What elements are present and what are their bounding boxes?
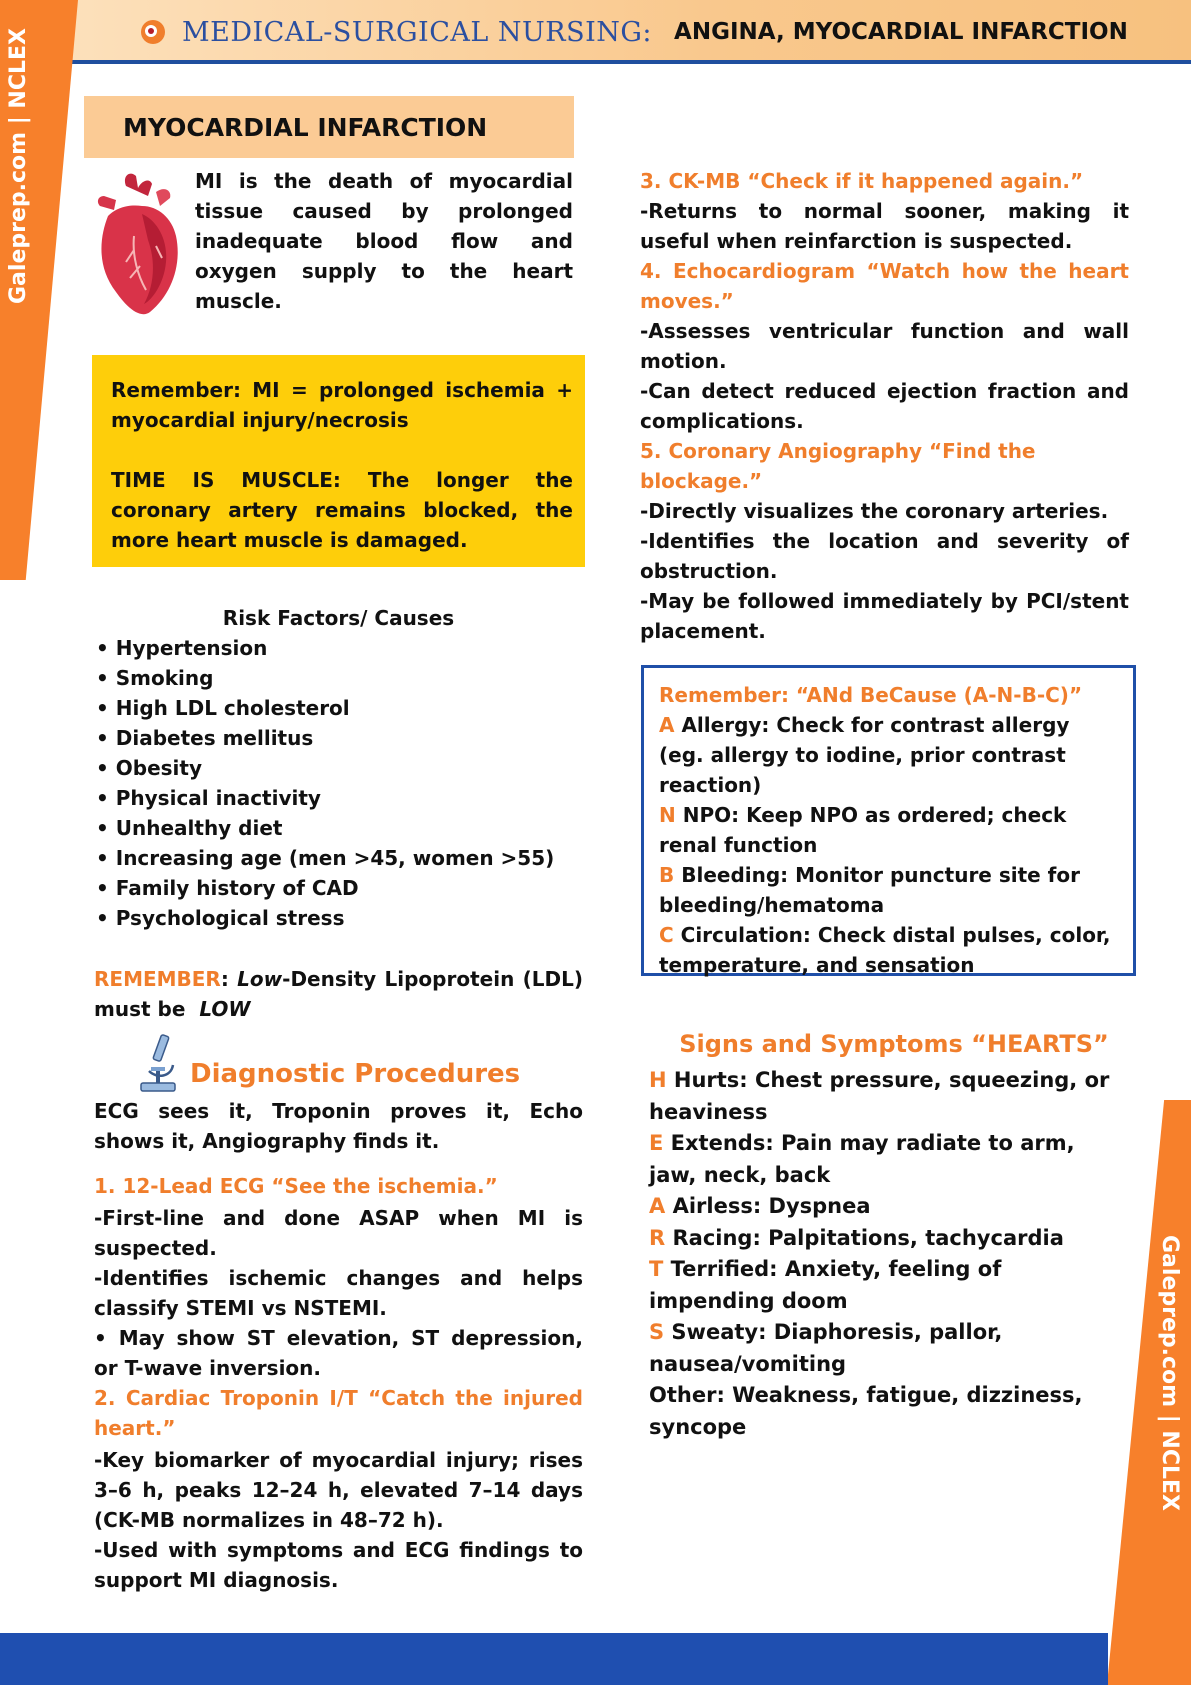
sign-text: Airless: Dyspnea	[665, 1194, 871, 1218]
list-item: • Hypertension	[96, 633, 554, 663]
ckmb-title: 3. CK-MB “Check if it happened again.”	[640, 169, 1084, 193]
sign-item	[649, 1254, 1129, 1317]
list-item: • Smoking	[96, 663, 554, 693]
diagnostics-left-column	[94, 1171, 583, 1595]
list-item: • Psychological stress	[96, 903, 554, 933]
list-item: • Family history of CAD	[96, 873, 554, 903]
list-item: • Unhealthy diet	[96, 813, 554, 843]
sign-text: Sweaty: Diaphoresis, pallor, nausea/vomiting	[649, 1320, 1003, 1376]
angiography-point: -Identifies the location and severity of obstruction.	[640, 529, 1129, 583]
risk-factors-heading: Risk Factors/ Causes	[222, 606, 455, 630]
sign-text: Extends: Pain may radiate to arm, jaw, neck, back	[649, 1131, 1075, 1187]
diagnostic-heading: Diagnostic Procedures	[190, 1059, 521, 1089]
sign-item	[649, 1223, 1129, 1255]
diagnostic-intro: ECG sees it, Troponin proves it, Echo shows it, Angiography finds it.	[94, 1099, 583, 1153]
sign-letter: T	[649, 1257, 664, 1281]
remember-ischemia: Remember: MI = prolonged ischemia + myocardial injury/necrosis	[111, 378, 573, 432]
anbc-text: Bleeding: Monitor puncture site for bleeding/hematoma	[659, 863, 1080, 917]
sign-text: Terrified: Anxiety, feeling of impending doom	[649, 1257, 1002, 1313]
angiography-title: 5. Coronary Angiography “Find the blockage.”	[640, 439, 1036, 493]
sign-letter: E	[649, 1131, 664, 1155]
list-item: • High LDL cholesterol	[96, 693, 554, 723]
side-label-right: Galeprep.com | NCLEX	[1157, 1235, 1183, 1511]
section-heading: MYOCARDIAL INFARCTION	[123, 112, 488, 142]
header-divider	[70, 60, 1191, 64]
sign-letter: R	[649, 1225, 666, 1250]
angiography-point: -Directly visualizes the coronary arteries.	[640, 499, 1109, 523]
list-item: • Diabetes mellitus	[96, 723, 554, 753]
microscope-icon	[137, 1031, 181, 1095]
section-heading-box	[84, 96, 574, 158]
ldl-remember-label: REMEMBER	[94, 967, 221, 991]
diagnostics-right-column	[640, 166, 1129, 646]
anbc-letter: A	[659, 713, 675, 737]
sign-letter: H	[649, 1068, 667, 1092]
brand-logo-icon	[140, 19, 166, 45]
risk-factors-list	[96, 633, 554, 933]
list-item: • Increasing age (men >45, women >55)	[96, 843, 554, 873]
page-title: MEDICAL-SURGICAL NURSING:	[182, 16, 653, 48]
signs-list	[649, 1065, 1129, 1443]
page-subtitle: ANGINA, MYOCARDIAL INFARCTION	[674, 19, 1128, 45]
time-is-muscle: TIME IS MUSCLE: The longer the coronary artery remains blocked, the more heart muscle is damaged.	[111, 468, 573, 552]
ldl-low-emphasis: LOW	[199, 997, 251, 1021]
ecg-point: • May show ST elevation, ST depression, or T-wave inversion.	[94, 1326, 583, 1380]
anbc-text: Allergy: Check for contrast allergy (eg. allergy to iodine, prior contrast reaction)	[659, 713, 1070, 797]
troponin-point: -Used with symptoms and ECG findings to support MI diagnosis.	[94, 1538, 583, 1592]
ecg-title: 1. 12-Lead ECG “See the ischemia.”	[94, 1174, 498, 1198]
list-item: • Physical inactivity	[96, 783, 554, 813]
ecg-point: -Identifies ischemic changes and helps classify STEMI vs NSTEMI.	[94, 1266, 583, 1320]
anbc-letter: N	[659, 803, 676, 827]
anbc-title: Remember: “ANd BeCause (A-N-B-C)”	[659, 683, 1083, 707]
remember-highlight-box	[92, 355, 585, 567]
other-symptoms: Other: Weakness, fatigue, dizziness, syncope	[649, 1383, 1083, 1439]
ldl-remember-note	[94, 964, 583, 1024]
heart-illustration-icon	[86, 166, 186, 326]
troponin-title: 2. Cardiac Troponin I/T “Catch the injured heart.”	[94, 1386, 583, 1440]
anbc-item	[659, 710, 1119, 800]
sign-text: Hurts: Chest pressure, squeezing, or heaviness	[649, 1068, 1110, 1124]
ldl-text: -Density Lipoprotein (LDL) must be	[94, 967, 584, 1021]
page-header	[140, 14, 1128, 50]
anbc-text: NPO: Keep NPO as ordered; check renal function	[659, 803, 1067, 857]
list-item: • Obesity	[96, 753, 554, 783]
ldl-low-word: Low	[237, 967, 283, 991]
sign-item	[649, 1128, 1129, 1191]
ldl-colon: :	[220, 967, 229, 991]
anbc-letter: C	[659, 923, 674, 947]
mi-definition: MI is the death of myocardial tissue caused by prolonged inadequate blood flow and oxygen supply to the heart muscle.	[195, 169, 573, 313]
echo-point: -Can detect reduced ejection fraction and complications.	[640, 379, 1129, 433]
anbc-reminder-box	[641, 665, 1136, 976]
sign-letter: S	[649, 1320, 665, 1344]
side-label-left: Galeprep.com | NCLEX	[5, 28, 31, 304]
sign-item	[649, 1191, 1129, 1223]
anbc-item	[659, 800, 1119, 860]
signs-heading: Signs and Symptoms “HEARTS”	[679, 1030, 1109, 1058]
anbc-letter: B	[659, 863, 675, 887]
anbc-item	[659, 920, 1119, 980]
angiography-point: -May be followed immediately by PCI/stent placement.	[640, 589, 1129, 643]
sign-item	[649, 1317, 1129, 1380]
anbc-text: Circulation: Check distal pulses, color, temperature, and sensation	[659, 923, 1111, 977]
ecg-point: -First-line and done ASAP when MI is suspected.	[94, 1206, 583, 1260]
echo-title: 4. Echocardiogram “Watch how the heart moves.”	[640, 259, 1129, 313]
sign-item	[649, 1065, 1129, 1128]
anbc-item	[659, 860, 1119, 920]
footer-band	[0, 1633, 1108, 1685]
troponin-point: -Key biomarker of myocardial injury; rises 3–6 h, peaks 12–24 h, elevated 7–14 days (CK-MB normalizes in 48–72 h).	[94, 1448, 583, 1532]
ckmb-point: -Returns to normal sooner, making it useful when reinfarction is suspected.	[640, 199, 1129, 253]
echo-point: -Assesses ventricular function and wall motion.	[640, 319, 1129, 373]
sign-letter: A	[649, 1194, 666, 1218]
sign-text: Racing: Palpitations, tachycardia	[665, 1225, 1064, 1250]
